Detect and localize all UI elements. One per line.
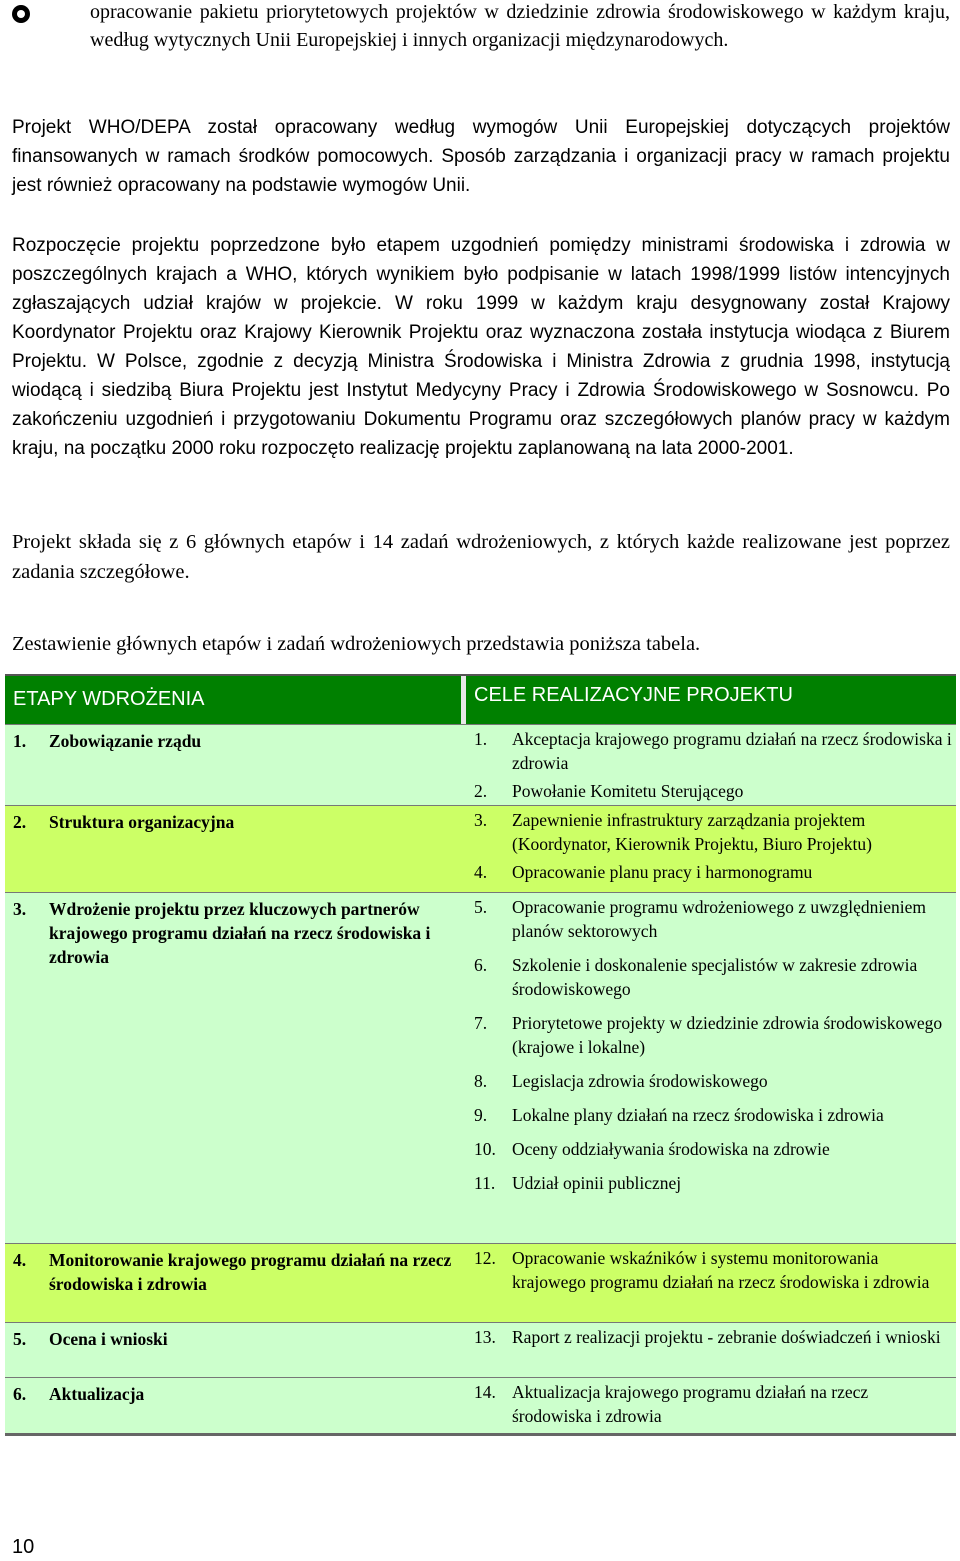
goal-number: 2. xyxy=(474,781,488,801)
table-row xyxy=(5,724,956,805)
goal-number: 13. xyxy=(474,1327,496,1347)
paragraph-project-stages: Projekt składa się z 6 głównych etapów i 14 zadań wdrożeniowych, z których każde realizowane jest poprzez zadania szczegółowe. xyxy=(12,531,950,583)
header-goals: CELE REALIZACYJNE PROJEKTU xyxy=(466,676,956,724)
stage-number: 5. xyxy=(13,1329,27,1349)
stage-number: 4. xyxy=(13,1250,27,1270)
goal-text: Legislacja zdrowia środowiskowego xyxy=(512,1071,768,1091)
page-number: 10 xyxy=(12,1536,35,1558)
stages-table xyxy=(5,674,956,1436)
stage-cell xyxy=(5,1244,466,1322)
goal-text: Opracowanie wskaźników i systemu monitorowania krajowego programu działań na rzecz środowiska i zdrowia xyxy=(512,1248,930,1292)
goal-item xyxy=(474,1246,952,1294)
stage-name: Wdrożenie projektu przez kluczowych partnerów krajowego programu działań na rzecz środowiska i zdrowia xyxy=(49,899,431,967)
goal-item xyxy=(474,1380,952,1428)
goal-text: Udział opinii publicznej xyxy=(512,1173,682,1193)
goal-text: Priorytetowe projekty w dziedzinie zdrowia środowiskowego (krajowe i lokalne) xyxy=(512,1013,943,1057)
table-row xyxy=(5,892,956,1243)
goals-cell xyxy=(466,893,956,1243)
goal-text: Akceptacja krajowego programu działań na rzecz środowiska i zdrowia xyxy=(512,729,952,773)
goal-number: 11. xyxy=(474,1173,496,1193)
stage-number: 3. xyxy=(13,899,27,919)
stage-name: Struktura organizacyjna xyxy=(49,812,235,832)
stage-name: Zobowiązanie rządu xyxy=(49,731,202,751)
stage-number: 2. xyxy=(13,812,27,832)
table-row xyxy=(5,1377,956,1433)
goal-number: 7. xyxy=(474,1013,488,1033)
stage-name: Aktualizacja xyxy=(49,1384,145,1404)
goal-number: 12. xyxy=(474,1248,496,1268)
goal-text: Zapewnienie infrastruktury zarządzania projektem (Koordynator, Kierownik Projektu, Biuro Projektu) xyxy=(512,810,872,854)
stage-name: Monitorowanie krajowego programu działań na rzecz środowiska i zdrowia xyxy=(49,1250,452,1294)
stage-name: Ocena i wnioski xyxy=(49,1329,168,1349)
stage-cell xyxy=(5,893,466,1243)
goal-number: 4. xyxy=(474,862,488,882)
goal-text: Opracowanie programu wdrożeniowego z uwzględnieniem planów sektorowych xyxy=(512,897,927,941)
goal-text: Aktualizacja krajowego programu działań na rzecz środowiska i zdrowia xyxy=(512,1382,869,1426)
goal-number: 6. xyxy=(474,955,488,975)
goal-number: 5. xyxy=(474,897,488,917)
goal-item xyxy=(474,895,952,943)
goal-number: 1. xyxy=(474,729,488,749)
goal-item xyxy=(474,1011,952,1059)
goal-number: 8. xyxy=(474,1071,488,1091)
goal-item xyxy=(474,860,952,884)
goal-number: 10. xyxy=(474,1139,496,1159)
goal-item xyxy=(474,1171,952,1195)
table-body xyxy=(5,724,956,1433)
header-stages: ETAPY WDROŻENIA xyxy=(5,676,461,724)
table-row xyxy=(5,805,956,892)
goal-item xyxy=(474,727,952,775)
goals-cell xyxy=(466,1378,956,1433)
goal-item xyxy=(474,1069,952,1093)
goal-item xyxy=(474,953,952,1001)
bullet-circle-icon xyxy=(12,5,30,23)
stage-cell xyxy=(5,725,466,805)
goal-item xyxy=(474,1325,952,1349)
goal-text: Szkolenie i doskonalenie specjalistów w zakresie zdrowia środowiskowego xyxy=(512,955,918,999)
paragraph-project-requirements: Projekt WHO/DEPA został opracowany według wymogów Unii Europejskiej dotyczących projektów finansowanych w ramach środków pomocowych. Sposób zarządzania i organizacji pracy w ramach projektu jest również opracowany na podstawie wymogów Unii. xyxy=(12,117,950,196)
table-header xyxy=(5,676,956,724)
stage-cell xyxy=(5,1378,466,1433)
goals-cell xyxy=(466,806,956,892)
goal-number: 14. xyxy=(474,1382,496,1402)
goal-text: Raport z realizacji projektu - zebranie doświadczeń i wnioski xyxy=(512,1327,941,1347)
paragraph-project-start: Rozpoczęcie projektu poprzedzone było etapem uzgodnień pomiędzy ministrami środowiska i zdrowia w poszczególnych krajach a WHO, których wynikiem było podpisanie w latach 1998/1999 listów intencyjnych zgłaszających udział krajów w projekcie. W roku 1999 w każdym kraju desygnowany został Krajowy Koordynator Projektu oraz Krajowy Kierownik Projektu oraz wyznaczona została instytucja wiodąca z Biurem Projektu. W Polsce, zgodnie z decyzją Ministra Środowiska i Ministra Zdrowia z grudnia 1998, instytucją wiodącą i siedzibą Biura Projektu jest Instytut Medycyny Pracy i Zdrowia Środowiskowego w Sosnowcu. Po zakończeniu uzgodnień i przygotowaniu Dokumentu Programu oraz szczegółowych planów pracy w każdym kraju, na początku 2000 roku rozpoczęto realizację projektu zaplanowaną na lata 2000-2001. xyxy=(12,235,950,459)
goals-cell xyxy=(466,725,956,805)
goal-number: 3. xyxy=(474,810,488,830)
goals-cell xyxy=(466,1323,956,1377)
stage-number: 1. xyxy=(13,731,27,751)
goal-text: Oceny oddziaływania środowiska na zdrowie xyxy=(512,1139,830,1159)
goal-text: Opracowanie planu pracy i harmonogramu xyxy=(512,862,813,882)
goal-text: Lokalne plany działań na rzecz środowiska i zdrowia xyxy=(512,1105,884,1125)
goal-text: Powołanie Komitetu Sterującego xyxy=(512,781,744,801)
goal-number: 9. xyxy=(474,1105,488,1125)
table-row xyxy=(5,1243,956,1322)
goal-item xyxy=(474,1103,952,1127)
goal-item xyxy=(474,1137,952,1161)
stage-cell xyxy=(5,806,466,892)
stage-cell xyxy=(5,1323,466,1377)
goal-item xyxy=(474,808,952,856)
goal-item xyxy=(474,779,952,803)
paragraph-table-intro: Zestawienie głównych etapów i zadań wdrożeniowych przedstawia poniższa tabela. xyxy=(12,633,701,655)
goals-cell xyxy=(466,1244,956,1322)
stage-number: 6. xyxy=(13,1384,27,1404)
bullet-text: opracowanie pakietu priorytetowych projektów w dziedzinie zdrowia środowiskowego w każdym kraju, według wytycznych Unii Europejskiej i innych organizacji międzynarodowych. xyxy=(90,1,950,51)
table-row xyxy=(5,1322,956,1377)
